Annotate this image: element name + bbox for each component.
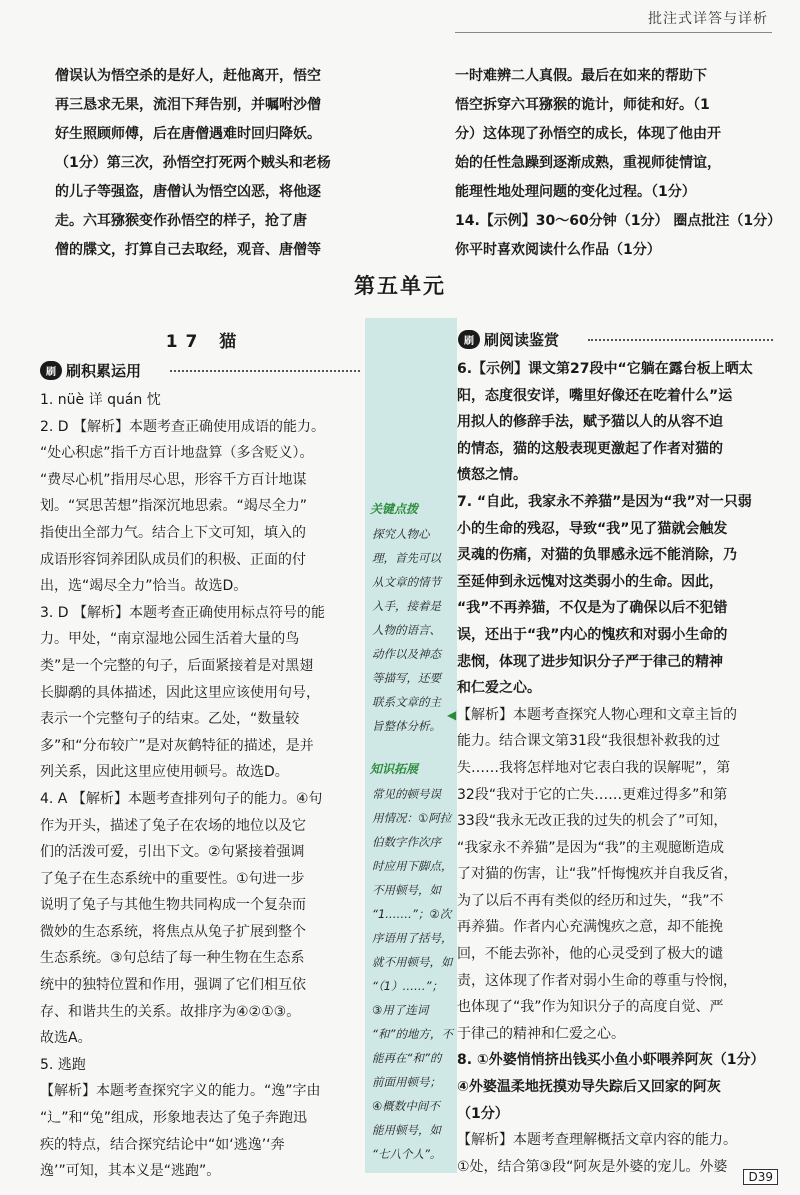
top-right-column (455, 62, 782, 265)
text-line: 划。“冥思苦想”指深沉地思索。“竭尽全力” (40, 498, 308, 515)
sidebar-line: “1.……”；②次 (372, 907, 452, 921)
text-line: 僧误认为悟空杀的是好人，赶他离开，悟空 (55, 68, 321, 84)
text-line: 分）这体现了孙悟空的成长，体现了他由开 (455, 126, 721, 142)
text-line: 误，还出于“我”内心的愧疚和对弱小生命的 (457, 626, 728, 643)
text-line: 们的活泼可爱，引出下文。②句紧接着强调 (40, 844, 305, 861)
text-line: 的儿子等强盗，唐僧认为悟空凶恶，将他逐 (55, 184, 321, 200)
text-line: 走。六耳猕猴变作孙悟空的样子，抢了唐 (55, 213, 307, 229)
sidebar-line: ③用了连词 (372, 1003, 429, 1017)
sidebar-line: 旨整体分析。 (372, 719, 441, 733)
text-line: 用拟人的修辞手法，赋予猫以人的从容不迫 (457, 414, 723, 431)
tag-label: 刷积累运用 (66, 361, 142, 380)
text-line: 成语形容饲养团队成员们的积极、正面的付 (40, 551, 306, 568)
text-line: 【解析】本题考查理解概括文章内容的能力。 (457, 1132, 737, 1149)
sidebar-line: 时应用下脚点， (372, 859, 453, 873)
lesson-title: 17 猫 (165, 332, 245, 352)
text-line: 7. “自此，我家永不养猫”是因为“我”对一只弱 (457, 493, 752, 510)
text-line: “辶”和“兔”组成，形象地表达了兔子奔跑迅 (40, 1110, 308, 1127)
text-line: 33段“我永无改正我的过失的机会了”可知， (457, 813, 728, 830)
text-line: 2. D 【解析】本题考查正确使用成语的能力。 (40, 418, 326, 435)
text-line: 出，选“竭尽全力”恰当。故选D。 (40, 578, 248, 595)
text-line: 好生照顾师傅，后在唐僧遇难时回归降妖。 (55, 126, 321, 142)
sidebar-line: 等描写，还要 (372, 671, 441, 685)
text-line: 列关系，因此这里应使用顿号。故选D。 (40, 764, 289, 781)
text-line: 至延伸到永远愧对这类弱小的生命。因此， (457, 573, 723, 590)
key-tip-text (372, 522, 457, 738)
text-line: 故选A。 (40, 1030, 92, 1047)
text-line: 再养猫。作者内心充满愧疚之意，却不能挽 (457, 919, 723, 936)
text-line: （1分）第三次，孙悟空打死两个贼头和老杨 (55, 155, 331, 171)
text-line: 14.【示例】30～60分钟（1分） 圈点批注（1分） (455, 213, 782, 229)
pointer-icon: ◀ (447, 708, 457, 722)
text-line: 生态系统。③句总结了每一种生物在生态系 (40, 950, 305, 967)
text-line: 于律己的精神和仁爱之心。 (457, 1025, 625, 1042)
text-line: 责，这体现了作者对弱小生命的尊重与怜悯， (457, 972, 737, 989)
text-line: 僧的牒文，打算自己去取经，观音、唐僧等 (55, 242, 321, 258)
text-line: 指使出全部力气。结合上下文可知，填入的 (40, 524, 306, 541)
text-line: “处心积虑”指千方百计地盘算（多含贬义）。 (40, 445, 314, 462)
text-line: 【解析】本题考查探究字义的能力。“逸”字由 (40, 1083, 321, 1100)
text-line: 表示一个完整句子的结束。乙处，“数量较 (40, 711, 300, 728)
text-line: 失……我将怎样地对它表白我的误解呢”，第 (457, 759, 731, 776)
sidebar-line: 用情况：①阿拉 (372, 811, 452, 825)
text-line: 4. A 【解析】本题考查排列句子的能力。④句 (40, 790, 323, 807)
sidebar-line: 前面用顿号； (372, 1075, 441, 1089)
text-line: 类”是一个完整的句子，后面紧接着是对黑翅 (40, 657, 314, 674)
sidebar-line: “七八个人”。 (372, 1147, 442, 1161)
text-line: 多”和“分布较广”是对灰鹤特征的描述，是并 (40, 737, 314, 754)
tag-label: 刷阅读鉴赏 (484, 330, 560, 349)
text-line: “我家永不养猫”是因为“我”的主观臆断造成 (457, 839, 725, 856)
running-header: 批注式详答与详析 (648, 11, 768, 27)
text-line: 小的生命的残忍，导致“我”见了猫就会触发 (457, 520, 728, 537)
text-line: 力。甲处，“南京湿地公园生活着大量的鸟 (40, 631, 300, 648)
unit-title: 第五单元 (354, 274, 446, 298)
text-line: 5. 逃跑 (40, 1056, 86, 1073)
sidebar-line: ④概数中间不 (372, 1099, 440, 1113)
text-line: 的情态，猫的这般表现更激起了作者对猫的 (457, 440, 723, 457)
text-line: 回，不能去弥补，他的心灵受到了极大的谴 (457, 946, 723, 963)
text-line: 灵魂的伤痛，对猫的负罪感永远不能消除，乃 (457, 547, 737, 564)
text-line: 作为开头，描述了兔子在农场的地位以及它 (40, 817, 306, 834)
text-line: 为了以后不再有类似的经历和过失，“我”不 (457, 892, 724, 909)
knowledge-heading: 知识拓展 (370, 762, 419, 776)
sidebar-line: 理，首先可以 (372, 551, 441, 565)
sidebar-line: 入手，接着是 (372, 599, 441, 613)
text-line: “费尽心机”指用尽心思，形容千方百计地谋 (40, 471, 307, 488)
tag-pill: 刷 (40, 361, 62, 380)
text-line: 疾的特点，结合探究结论中“如‘逃逸’‘奔 (40, 1136, 285, 1153)
left-answer-column (40, 387, 362, 1185)
page-number: D39 (743, 1169, 778, 1185)
sidebar-line: 联系文章的主 (372, 695, 441, 709)
text-line: 6.【示例】课文第27段中“它躺在露台板上晒太 (457, 361, 753, 377)
top-left-column (55, 62, 355, 265)
sidebar-line: 常见的顿号误 (372, 787, 441, 801)
sidebar-line: 能再在“和”的 (372, 1051, 442, 1065)
sidebar-line: 动作以及神态 (372, 647, 441, 661)
text-line: （1分） (457, 1105, 509, 1122)
text-line: ④外婆温柔地抚摸劝导失踪后又回家的阿灰 (457, 1079, 721, 1096)
sidebar-line: 不用顿号，如 (372, 883, 441, 897)
text-line: 【解析】本题考查探究人物心理和文章主旨的 (457, 706, 737, 723)
tag-rule-left (170, 370, 360, 372)
section-tag-accumulation (40, 357, 141, 383)
text-line: 愤怒之情。 (457, 467, 527, 484)
section-tag-reading (458, 326, 559, 352)
sidebar-line: “和”的地方，不 (372, 1027, 453, 1041)
sidebar-line: 人物的语言、 (372, 623, 441, 637)
text-line: 能力。结合课文第31段“我很想补救我的过 (457, 733, 721, 750)
tag-rule-right (588, 339, 773, 341)
text-line: 统中的独特位置和作用，强调了它们相互依 (40, 977, 306, 994)
sidebar-line: 就不用顿号，如 (372, 955, 453, 969)
key-tip-heading: 关键点拨 (370, 502, 419, 516)
right-answer-column (457, 356, 782, 1180)
text-line: 说明了兔子与其他生物共同构成一个复杂而 (40, 897, 306, 914)
text-line: 和仁爱之心。 (457, 680, 541, 697)
text-line: 长脚鹬的具体描述，因此这里应该使用句号， (40, 684, 320, 701)
text-line: 32段“我对于它的亡失……更难过得多”和第 (457, 786, 728, 803)
text-line: 微妙的生态系统，将焦点从兔子扩展到整个 (40, 923, 306, 940)
sidebar-line: 从文章的情节 (372, 575, 441, 589)
text-line: 了兔子在生态系统中的重要性。①句进一步 (40, 870, 305, 887)
header-rule (455, 32, 772, 33)
text-line: “我”不再养猫，不仅是为了确保以后不犯错 (457, 600, 728, 617)
text-line: 也体现了“我”作为知识分子的高度自觉、严 (457, 999, 724, 1016)
text-line: 始的任性急躁到逐渐成熟，重视师徒情谊， (455, 155, 721, 171)
knowledge-text (372, 782, 454, 1166)
sidebar-line: 伯数字作次序 (372, 835, 441, 849)
text-line: 你平时喜欢阅读什么作品（1分） (455, 242, 661, 258)
sidebar-line: “（1）……”； (372, 979, 443, 993)
text-line: 一时难辨二人真假。最后在如来的帮助下 (455, 68, 707, 84)
text-line: 悟空拆穿六耳猕猴的诡计，师徒和好。（1 (455, 97, 710, 113)
text-line: 再三恳求无果，流泪下拜告别，并嘱咐沙僧 (55, 97, 321, 113)
text-line: ①处，结合第③段“阿灰是外婆的宠儿。外婆 (457, 1158, 728, 1175)
text-line: 阳，态度很安详，嘴里好像还在吃着什么”运 (457, 387, 733, 404)
text-line: 逸’”可知，其本义是“逃跑”。 (40, 1163, 221, 1180)
text-line: 了对猫的伤害，让“我”忏悔愧疚并自我反省， (457, 866, 738, 883)
text-line: 8. ①外婆悄悄挤出钱买小鱼小虾喂养阿灰（1分） (457, 1052, 765, 1069)
sidebar-line: 序语用了括号， (372, 931, 453, 945)
sidebar-line: 探究人物心 (372, 527, 430, 541)
sidebar-line: 能用顿号，如 (372, 1123, 441, 1137)
text-line: 存、和谐共生的关系。故排序为④②①③。 (40, 1003, 301, 1020)
text-line: 1. nüè 详 quán 忱 (40, 392, 161, 408)
text-line: 能理性地处理问题的变化过程。（1分） (455, 184, 696, 200)
text-line: 悲悯，体现了进步知识分子严于律己的精神 (457, 653, 723, 670)
text-line: 3. D 【解析】本题考查正确使用标点符号的能 (40, 604, 326, 621)
tag-pill: 刷 (458, 330, 480, 349)
